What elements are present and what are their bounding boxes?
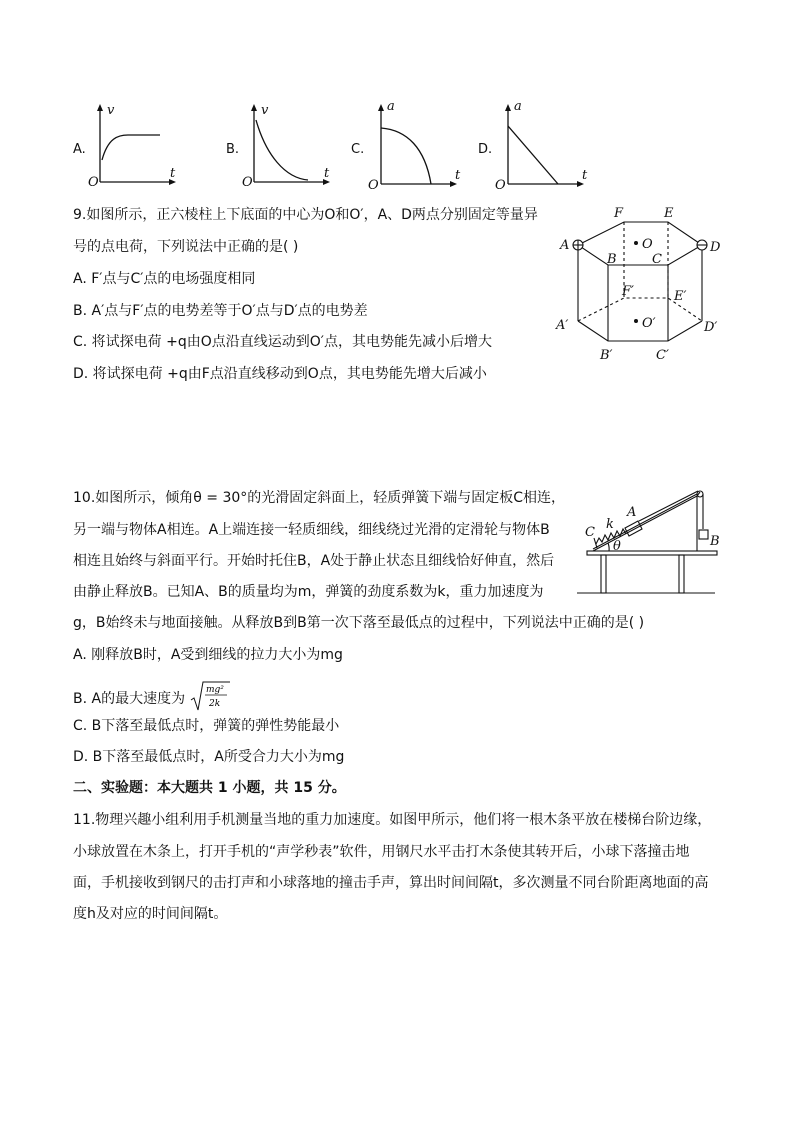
q9-label-F2: F′ — [622, 284, 634, 299]
q9-stem-line2: 号的点电荷，下列说法中正确的是( ) — [73, 239, 299, 255]
q9-hexagonal-prism-figure — [556, 205, 726, 365]
q9-stem-line1: 9.如图所示，正六棱柱上下底面的中心为O和O′，A、D两点分别固定等量异 — [73, 207, 538, 223]
q8-graph-c — [367, 98, 467, 193]
q10-stem-line2: 另一端与物体A相连。A上端连接一轻质细线，细线绕过光滑的定滑轮与物体B — [73, 522, 550, 538]
q10-stem-line4: 由静止释放B。已知A、B的质量均为m，弹簧的劲度系数为k，重力加速度为 — [73, 584, 544, 600]
q10-label-k: k — [606, 517, 614, 532]
q9-label-D2: D′ — [704, 320, 718, 335]
q9-label-A2: A′ — [556, 318, 569, 333]
q8-d-ylabel: a — [514, 99, 522, 114]
q10-label-A: A — [627, 505, 637, 520]
q8-b-ylabel: v — [261, 103, 269, 118]
q11-line3: 面，手机接收到钢尺的击打声和小球落地的撞击手声，算出时间间隔t，多次测量不同台阶距离地面的高 — [73, 875, 709, 891]
q10-option-b-numerator: mg² — [205, 685, 224, 695]
q10-label-B: B — [710, 534, 720, 549]
q9-label-B2: B′ — [600, 348, 613, 363]
q9-label-F: F — [614, 206, 624, 221]
q8-option-b-label: B. — [226, 142, 240, 157]
q9-label-E: E — [664, 206, 674, 221]
q9-option-d: D. 将试探电荷 +q由F点沿直线移动到O点，其电势能先增大后减小 — [73, 366, 487, 382]
q10-incline-figure — [575, 488, 725, 603]
q9-label-C: C — [652, 252, 662, 267]
q8-a-origin: O — [88, 175, 99, 190]
q10-option-b — [73, 682, 230, 716]
q8-graph-d — [494, 98, 594, 193]
q8-c-ylabel: a — [387, 99, 395, 114]
q10-stem-line1: 10.如图所示，倾角θ = 30°的光滑固定斜面上，轻质弹簧下端与固定板C相连， — [73, 490, 566, 506]
q10-label-C: C — [585, 525, 595, 540]
q9-label-D: D — [710, 240, 721, 255]
q9-option-b: B. A′点与F′点的电势差等于O′点与D′点的电势差 — [73, 303, 368, 319]
q10-option-d: D. B下落至最低点时，A所受合力大小为mg — [73, 749, 345, 765]
q9-label-A: A — [560, 238, 570, 253]
q8-c-origin: O — [368, 178, 379, 193]
q8-b-origin: O — [242, 175, 253, 190]
q9-label-E2: E′ — [674, 289, 687, 304]
section-2-heading: 二、实验题：本大题共 1 小题，共 15 分。 — [73, 780, 346, 796]
q11-line4: 度h及对应的时间间隔t。 — [73, 906, 228, 922]
q8-option-d-label: D. — [478, 142, 493, 157]
q8-c-xlabel: t — [455, 168, 461, 183]
q8-b-xlabel: t — [324, 166, 330, 181]
q9-label-C2: C′ — [656, 348, 669, 363]
q10-label-theta: θ — [613, 539, 621, 554]
q9-option-a: A. F′点与C′点的电场强度相同 — [73, 271, 256, 287]
q10-option-c: C. B下落至最低点时，弹簧的弹性势能最小 — [73, 718, 340, 734]
q11-line1: 11.物理兴趣小组利用手机测量当地的重力加速度。如图甲所示，他们将一根木条平放在楼梯台阶边缘， — [73, 812, 712, 828]
q10-stem-line3: 相连且始终与斜面平行。开始时托住B，A处于静止状态且细线恰好伸直，然后 — [73, 553, 555, 569]
q10-stem-line5: g，B始终未与地面接触。从释放B到B第一次下落至最低点的过程中，下列说法中正确的是( ) — [73, 615, 645, 631]
q8-option-a-label: A. — [73, 142, 86, 157]
q8-graph-a — [86, 100, 186, 190]
q9-option-c: C. 将试探电荷 +q由O点沿直线运动到O′点，其电势能先减小后增大 — [73, 334, 492, 350]
q8-a-ylabel: v — [107, 103, 115, 118]
q9-label-O: O — [642, 237, 653, 252]
q9-label-O2: O′ — [642, 316, 656, 331]
q8-graph-b — [240, 100, 340, 190]
q8-d-origin: O — [495, 178, 506, 193]
q8-d-xlabel: t — [582, 168, 588, 183]
q10-option-b-denominator: 2k — [208, 699, 220, 709]
q9-label-B: B — [607, 252, 617, 267]
q11-line2: 小球放置在木条上，打开手机的“声学秒表”软件，用钢尺水平击打木条使其转开后，小球下落撞击地 — [73, 844, 690, 860]
q8-a-xlabel: t — [170, 166, 176, 181]
q8-option-c-label: C. — [351, 142, 365, 157]
q10-option-b-sqrt — [190, 680, 230, 714]
q10-option-a: A. 刚释放B时，A受到细线的拉力大小为mg — [73, 647, 343, 663]
q10-option-b-text: B. A的最大速度为 — [73, 691, 186, 707]
